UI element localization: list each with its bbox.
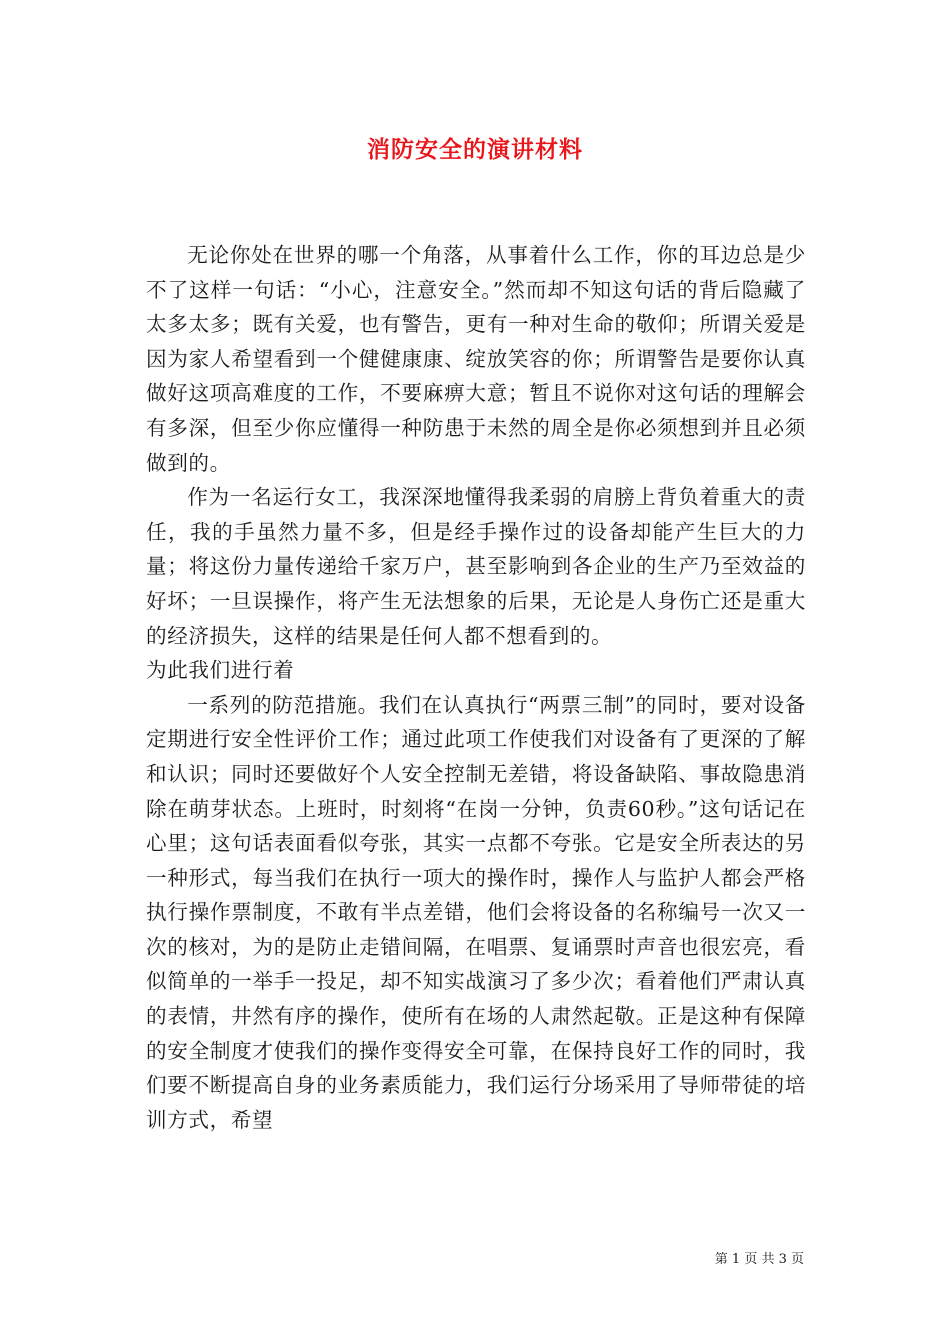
page-number: 第 1 页 共 3 页 xyxy=(714,1252,804,1267)
document-body xyxy=(146,238,806,1137)
paragraph-2: 作为一名运行女工，我深深地懂得我柔弱的肩膀上背负着重大的责任，我的手虽然力量不多，但是经手操作过的设备却能产生巨大的力量；将这份力量传递给千家万户，甚至影响到各企业的生产乃至效益的好坏；一旦误操作，将产生无法想象的后果，无论是人身伤亡还是重大的经济损失，这样的结果是任何人都不想看到的。 xyxy=(146,485,806,648)
paragraph-3: 为此我们进行着 xyxy=(146,658,295,683)
document-title: 消防安全的演讲材料 xyxy=(367,136,583,163)
paragraph-4: 一系列的防范措施。我们在认真执行“两票三制”的同时，要对设备定期进行安全性评价工作；通过此项工作使我们对设备有了更深的了解和认识；同时还要做好个人安全控制无差错，将设备缺陷、事故隐患消除在萌芽状态。上班时，时刻将“在岗一分钟，负责60秒。”这句话记在心里；这句话表面看似夸张，其实一点都不夸张。它是安全所表达的另一种形式，每当我们在执行一项大的操作时，操作人与监护人都会严格执行操作票制度，不敢有半点差错，他们会将设备的名称编号一次又一次的核对，为的是防止走错间隔，在唱票、复诵票时声音也很宏亮，看似简单的一举手一投足，却不知实战演习了多少次；看着他们严肃认真的表情，井然有序的操作，使所有在场的人肃然起敬。正是这种有保障的安全制度才使我们的操作变得安全可靠，在保持良好工作的同时，我们要不断提高自身的业务素质能力，我们运行分场采用了导师带徒的培训方式，希望 xyxy=(146,692,806,1132)
paragraph-1: 无论你处在世界的哪一个角落，从事着什么工作，你的耳边总是少不了这样一句话：“小心，注意安全。”然而却不知这句话的背后隐藏了太多太多；既有关爱，也有警告，更有一种对生命的敬仰；所谓关爱是因为家人希望看到一个健健康康、绽放笑容的你；所谓警告是要你认真做好这项高难度的工作，不要麻痹大意；暂且不说你对这句话的理解会有多深，但至少你应懂得一种防患于未然的周全是你必须想到并且必须做到的。 xyxy=(146,243,806,475)
